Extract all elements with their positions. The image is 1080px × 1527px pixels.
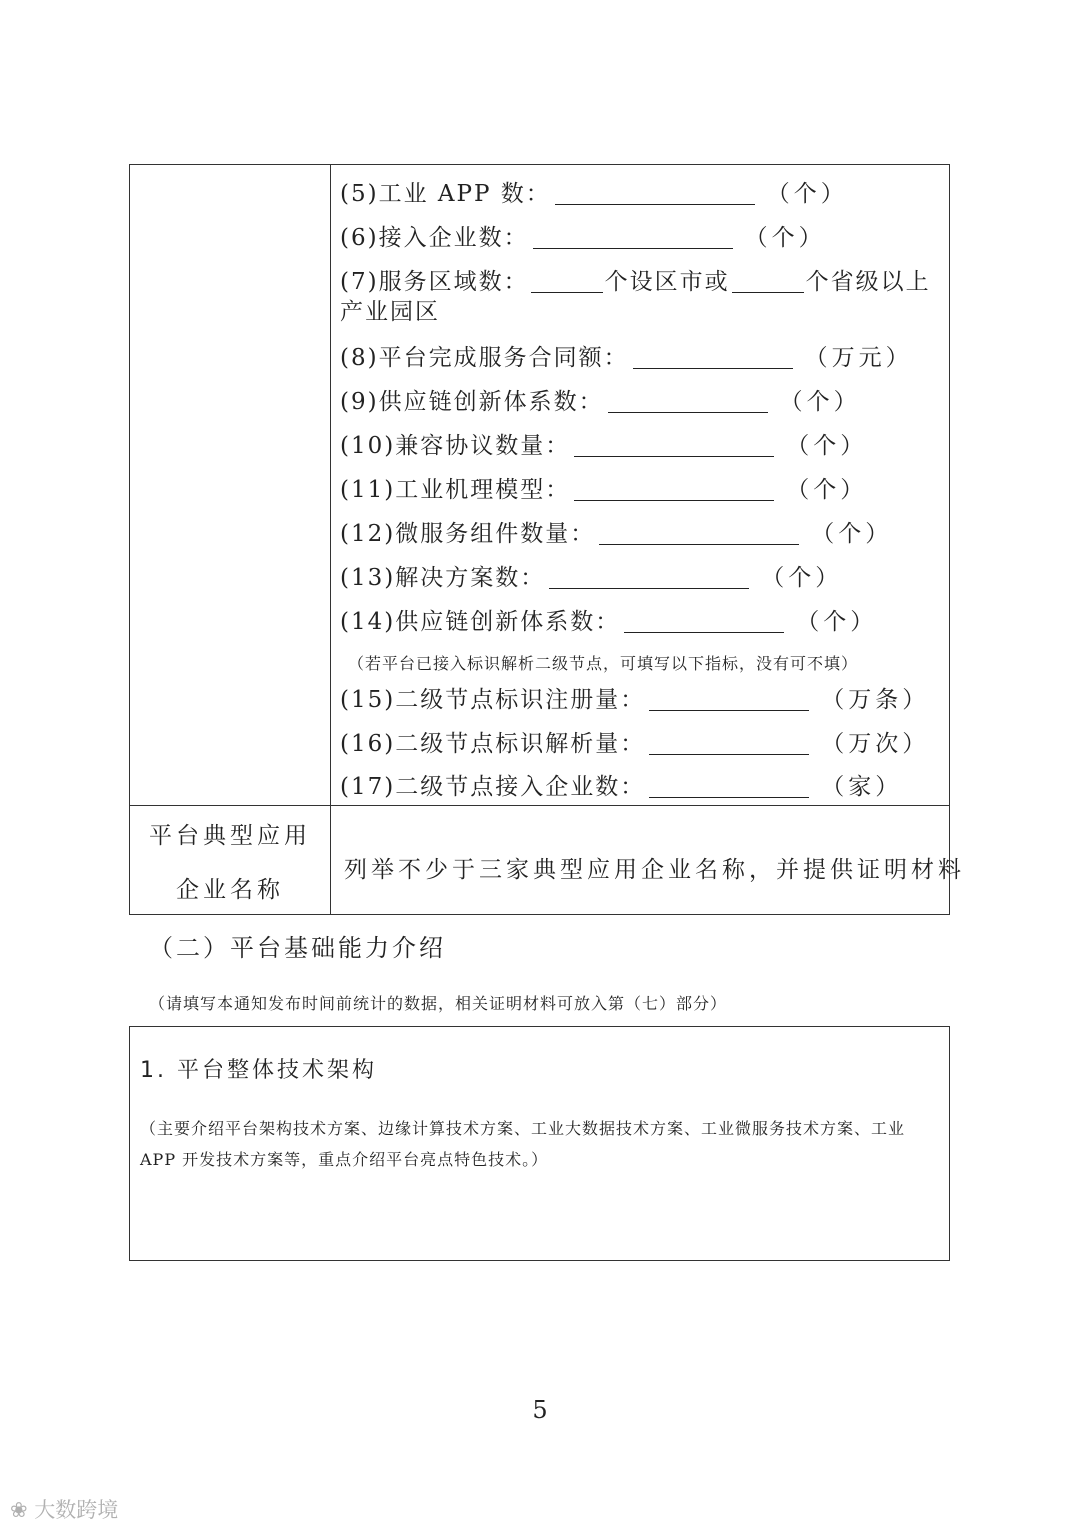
table-column-divider (330, 165, 331, 914)
indicator-label: (10)兼容协议数量： (340, 433, 571, 459)
indicator-row-8 (340, 343, 941, 373)
indicator-input-blank[interactable] (555, 182, 755, 205)
indicator-row-9 (340, 387, 941, 417)
typical-app-content[interactable]: 列举不少于三家典型应用企业名称，并提供证明材料 (344, 857, 965, 883)
indicator-unit: （个） (761, 565, 843, 591)
architecture-title: 1. 平台整体技术架构 (140, 1058, 377, 1083)
indicator-label: (13)解决方案数： (340, 565, 546, 591)
indicator-unit: （个） (766, 181, 848, 207)
indicator-unit: （个） (786, 477, 868, 503)
watermark-logo-icon: ❀ (10, 1498, 28, 1522)
architecture-box[interactable] (129, 1026, 950, 1261)
indicator-unit: （个） (786, 433, 868, 459)
indicator-label: (15)二级节点标识注册量： (340, 687, 646, 713)
indicator-unit: （万元） (804, 345, 913, 371)
indicator-row-14 (340, 607, 941, 637)
indicator-input-blank[interactable] (624, 610, 784, 633)
indicator-unit: （万次） (821, 731, 930, 757)
indicator-row-10 (340, 431, 941, 461)
indicator-row-17 (340, 772, 941, 802)
indicator-label: (9)供应链创新体系数： (340, 389, 604, 415)
indicator-unit: （万条） (821, 687, 930, 713)
indicator-label: (14)供应链创新体系数： (340, 609, 621, 635)
indicator-label: (8)平台完成服务合同额： (340, 345, 629, 371)
indicator-unit: （个） (796, 609, 878, 635)
indicator-input-blank[interactable] (608, 390, 768, 413)
indicator-label: (11)工业机理模型： (340, 477, 571, 503)
indicator-label: (7)服务区域数： (340, 269, 529, 295)
identifier-note: （若平台已接入标识解析二级节点，可填写以下指标，没有可不填） (348, 654, 859, 673)
indicator-row-15 (340, 685, 941, 715)
indicator-input-blank[interactable] (549, 566, 749, 589)
indicator-input-blank[interactable] (533, 226, 733, 249)
indicator-row-5 (340, 179, 941, 209)
indicator-mid-text: 个设区市或 (604, 269, 730, 295)
indicator-unit: （个） (811, 521, 893, 547)
indicator-unit: （家） (821, 774, 903, 800)
indicator-suffix-text: 个省级以上产业园区 (340, 269, 931, 325)
indicator-input-blank[interactable] (649, 775, 809, 798)
indicator-row-7 (340, 267, 941, 327)
typical-app-label-line2: 企业名称 (176, 877, 284, 903)
section-note: （请填写本通知发布时间前统计的数据，相关证明材料可放入第（七）部分） (149, 994, 728, 1013)
indicator-label: (6)接入企业数： (340, 225, 529, 251)
indicator-label: (12)微服务组件数量： (340, 521, 596, 547)
indicator-row-13 (340, 563, 941, 593)
architecture-description: （主要介绍平台架构技术方案、边缘计算技术方案、工业大数据技术方案、工业微服务技术方案、工业 APP 开发技术方案等，重点介绍平台亮点特色技术。） (140, 1119, 906, 1169)
page-number: 5 (532, 1396, 548, 1424)
indicator-input-blank[interactable] (732, 270, 804, 293)
indicator-row-16 (340, 729, 941, 759)
indicator-row-11 (340, 475, 941, 505)
indicator-label: (16)二级节点标识解析量： (340, 731, 646, 757)
watermark-text: 大数跨境 (34, 1498, 119, 1522)
indicator-input-blank[interactable] (649, 688, 809, 711)
indicator-unit: （个） (779, 389, 861, 415)
indicator-input-blank[interactable] (574, 434, 774, 457)
indicator-row-12 (340, 519, 941, 549)
indicator-input-blank[interactable] (574, 478, 774, 501)
indicator-label: (5)工业 APP 数： (340, 181, 551, 207)
indicator-label: (17)二级节点接入企业数： (340, 774, 646, 800)
watermark (10, 1494, 118, 1524)
indicator-row-6 (340, 223, 941, 253)
typical-app-label-line1: 平台典型应用 (149, 823, 311, 849)
section-title: （二）平台基础能力介绍 (149, 934, 446, 962)
indicator-input-blank[interactable] (633, 346, 793, 369)
indicator-input-blank[interactable] (599, 522, 799, 545)
indicator-table (129, 164, 965, 915)
indicator-input-blank[interactable] (531, 270, 603, 293)
indicator-unit: （个） (744, 225, 826, 251)
table-row-divider (130, 805, 949, 806)
indicator-input-blank[interactable] (649, 732, 809, 755)
